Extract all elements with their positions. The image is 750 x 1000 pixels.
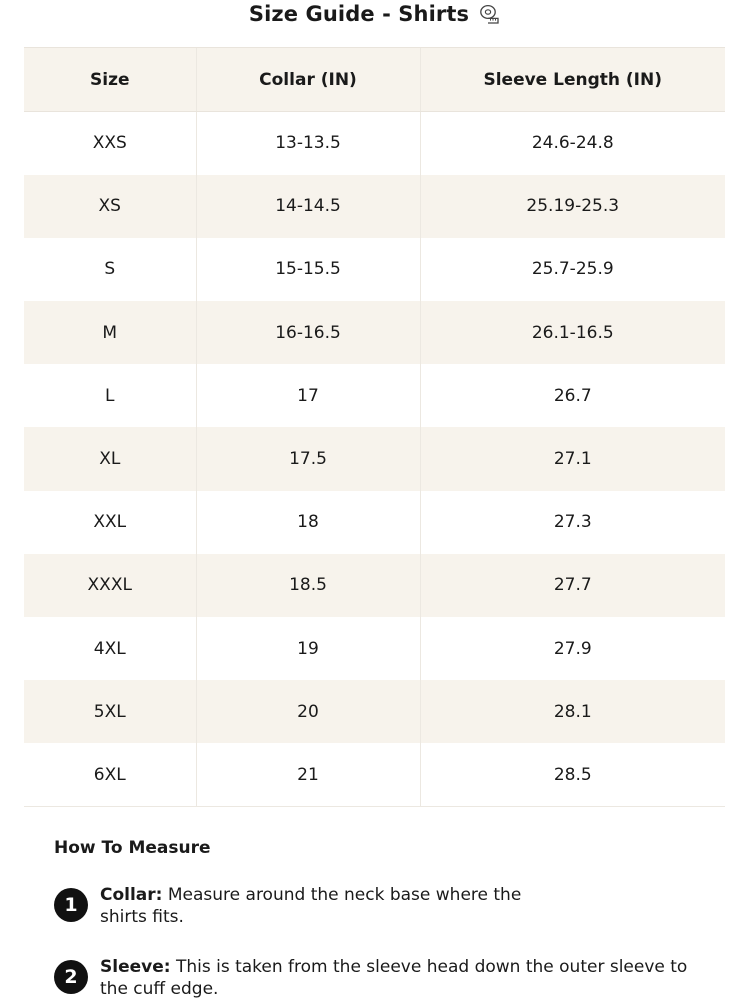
how-to-measure-section [54,836,704,999]
sleeve-length-cell: 26.7 [420,364,725,427]
collar-cell: 20 [196,680,420,743]
size-cell: 5XL [93,701,126,722]
size-cell: XL [99,449,121,470]
table-row [24,491,725,554]
collar-cell: 17.5 [196,427,420,490]
size-cell: M [102,322,118,343]
page-title: Size Guide - Shirts [248,2,470,26]
size-cell: XXXL [87,575,132,596]
column-header-size: Size [24,48,196,112]
size-cell: 6XL [24,743,196,806]
sleeve-length-cell: 27.7 [420,554,725,617]
sleeve-length-cell: 26.1-16.5 [420,301,725,364]
size-table [24,47,725,807]
step-number-badge: 2 [54,960,88,994]
collar-cell: 19 [196,617,420,680]
collar-cell: 15-15.5 [196,238,420,301]
table-header-row [24,48,725,112]
table-row [24,112,725,175]
sleeve-length-cell: 28.1 [420,680,725,743]
collar-cell: 21 [196,743,420,806]
table-row [24,301,725,364]
sleeve-length-cell: 27.9 [420,617,725,680]
step-detail: This is taken from the sleeve head down the outer sleeve to the cuff edge. [100,957,688,999]
table-row [24,617,725,680]
sleeve-length-cell: 25.7-25.9 [420,238,725,301]
table-row [24,175,725,238]
collar-cell: 16-16.5 [196,301,420,364]
table-row [24,427,725,490]
collar-cell: 14-14.5 [196,175,420,238]
size-cell: L [105,385,115,406]
size-cell: XXL [93,512,127,533]
size-cell: S [104,259,116,280]
collar-cell: 18.5 [196,554,420,617]
table-row [24,680,725,743]
sleeve-length-cell: 28.5 [420,743,725,806]
sleeve-length-cell: 24.6-24.8 [420,112,725,175]
sleeve-length-cell: 27.1 [420,427,725,490]
sleeve-length-cell: 27.3 [420,491,725,554]
column-header-sleeve-length: Sleeve Length (IN) [420,48,725,112]
step-description [100,884,550,928]
collar-cell: 17 [196,364,420,427]
measure-step-sleeve [54,956,704,1000]
table-row [24,743,725,806]
page-header [0,0,750,28]
step-detail: Measure around the neck base where the shirts fits. [100,885,522,927]
column-header-collar: Collar (IN) [196,48,420,112]
table-row [24,554,725,617]
step-number-badge: 1 [54,888,88,922]
sleeve-length-cell: 25.19-25.3 [420,175,725,238]
step-term: Sleeve: [100,957,171,977]
table-row [24,364,725,427]
step-description [100,956,700,1000]
measure-step-collar [54,884,704,928]
collar-cell: 18 [196,491,420,554]
size-cell: XXS [92,133,127,154]
how-to-measure-heading: How To Measure [54,838,211,858]
measuring-tape-icon [479,3,501,25]
size-cell: 4XL [93,638,126,659]
collar-cell: 13-13.5 [196,112,420,175]
size-cell: XS [98,196,121,217]
step-term: Collar: [100,885,163,905]
table-row [24,238,725,301]
